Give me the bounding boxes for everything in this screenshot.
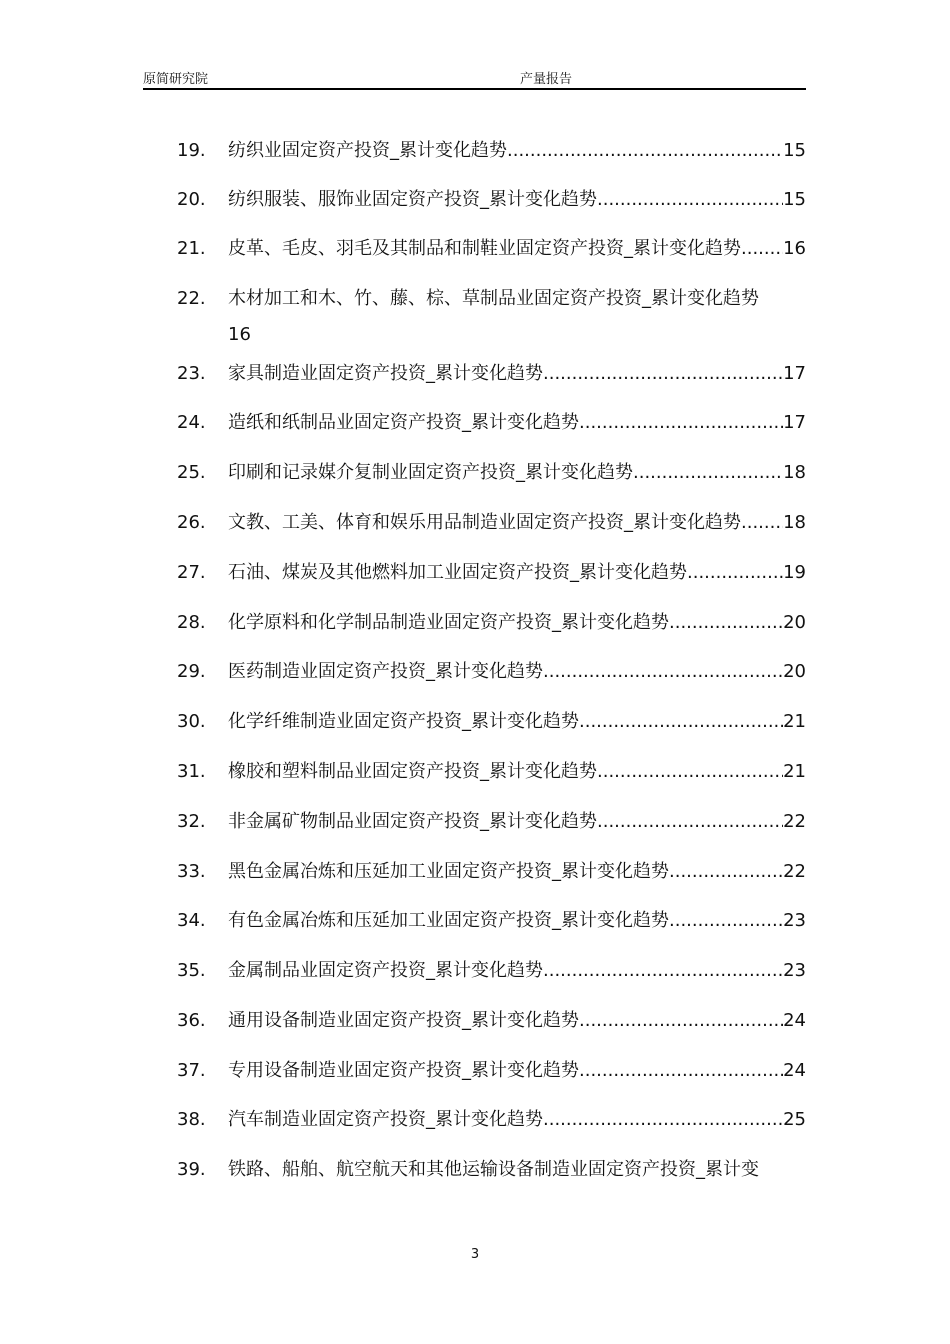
toc-dot-leader	[669, 903, 783, 939]
toc-entry-number: 33.	[177, 861, 206, 882]
toc-entry-title: 有色金属冶炼和压延加工业固定资产投资_累计变化趋势	[228, 910, 669, 931]
toc-entry-page: 24	[783, 1010, 806, 1031]
toc-entry-page: 16	[228, 324, 251, 345]
toc-entry-page: 23	[783, 910, 806, 931]
toc-entry-title: 黑色金属冶炼和压延加工业固定资产投资_累计变化趋势	[228, 861, 669, 882]
toc-entry-number: 30.	[177, 711, 206, 732]
toc-entry-number: 27.	[177, 562, 206, 583]
toc-dot-leader	[669, 854, 783, 890]
toc-entry-title: 木材加工和木、竹、藤、棕、草制品业固定资产投资_累计变化趋势	[228, 288, 759, 309]
toc-entry-number: 37.	[177, 1060, 206, 1081]
toc-entry-title: 化学纤维制造业固定资产投资_累计变化趋势	[228, 711, 579, 732]
toc-entry-number: 26.	[177, 512, 206, 533]
toc-entry-number: 28.	[177, 612, 206, 633]
toc-entry-number: 25.	[177, 462, 206, 483]
toc-entry-number: 20.	[177, 189, 206, 210]
toc-dot-leader	[633, 455, 783, 491]
toc-entry-number: 23.	[177, 363, 206, 384]
toc-dot-leader	[543, 356, 783, 392]
toc-entry-page: 22	[783, 811, 806, 832]
toc-entry-number: 34.	[177, 910, 206, 931]
header-report-title: 产量报告	[520, 72, 573, 87]
toc-entry-title: 纺织业固定资产投资_累计变化趋势	[228, 140, 507, 161]
toc-entry-title: 印刷和记录媒介复制业固定资产投资_累计变化趋势	[228, 462, 633, 483]
toc-dot-leader	[579, 1003, 783, 1039]
toc-dot-leader	[543, 953, 783, 989]
toc-entry-title: 金属制品业固定资产投资_累计变化趋势	[228, 960, 543, 981]
toc-entry-title: 纺织服装、服饰业固定资产投资_累计变化趋势	[228, 189, 597, 210]
toc-entry-page: 17	[783, 412, 806, 433]
toc-entry-page: 18	[783, 512, 806, 533]
toc-entry-title: 汽车制造业固定资产投资_累计变化趋势	[228, 1109, 543, 1130]
toc-entry-page: 15	[783, 140, 806, 161]
toc-entry-page: 20	[783, 612, 806, 633]
toc-dot-leader	[597, 182, 783, 218]
toc-entry-page: 20	[783, 661, 806, 682]
toc-entry-number: 39.	[177, 1159, 206, 1180]
toc-entry-number: 21.	[177, 238, 206, 259]
toc-dot-leader	[579, 405, 783, 441]
toc-entry-title: 专用设备制造业固定资产投资_累计变化趋势	[228, 1060, 579, 1081]
toc-entry-title: 化学原料和化学制品制造业固定资产投资_累计变化趋势	[228, 612, 669, 633]
toc-entry-page: 21	[783, 711, 806, 732]
toc-dot-leader	[669, 605, 783, 641]
toc-entry-page: 22	[783, 861, 806, 882]
toc-entry-page: 25	[783, 1109, 806, 1130]
toc-dot-leader	[741, 505, 783, 541]
toc-entry-page: 16	[783, 238, 806, 259]
toc-entry-title: 通用设备制造业固定资产投资_累计变化趋势	[228, 1010, 579, 1031]
toc-dot-leader	[741, 231, 783, 267]
toc-entry-page: 15	[783, 189, 806, 210]
toc-entry-title: 橡胶和塑料制品业固定资产投资_累计变化趋势	[228, 761, 597, 782]
toc-dot-leader	[579, 1053, 783, 1089]
toc-dot-leader	[687, 555, 783, 591]
toc-entry-number: 19.	[177, 140, 206, 161]
toc-dot-leader	[597, 804, 783, 840]
toc-entry-title: 家具制造业固定资产投资_累计变化趋势	[228, 363, 543, 384]
toc-entry-page: 21	[783, 761, 806, 782]
toc-entry-title: 医药制造业固定资产投资_累计变化趋势	[228, 661, 543, 682]
toc-entry-number: 36.	[177, 1010, 206, 1031]
toc-entry-number: 31.	[177, 761, 206, 782]
toc-dot-leader	[579, 704, 783, 740]
toc-entry-page: 24	[783, 1060, 806, 1081]
toc-entry-number: 24.	[177, 412, 206, 433]
toc-entry-title: 文教、工美、体育和娱乐用品制造业固定资产投资_累计变化趋势	[228, 512, 741, 533]
toc-entry-number: 38.	[177, 1109, 206, 1130]
toc-entry-number: 32.	[177, 811, 206, 832]
toc-entry-number: 35.	[177, 960, 206, 981]
toc-entry-page: 17	[783, 363, 806, 384]
toc-entry-title: 石油、煤炭及其他燃料加工业固定资产投资_累计变化趋势	[228, 562, 687, 583]
header-org-name: 原简研究院	[143, 72, 209, 87]
toc-dot-leader	[597, 754, 783, 790]
toc-entry-number: 29.	[177, 661, 206, 682]
toc-entry-title: 非金属矿物制品业固定资产投资_累计变化趋势	[228, 811, 597, 832]
toc-entry-page: 19	[783, 562, 806, 583]
toc-entry-number: 22.	[177, 288, 206, 309]
toc-dot-leader	[543, 654, 783, 690]
toc-entry-page: 23	[783, 960, 806, 981]
toc-dot-leader	[507, 133, 783, 169]
page-header	[143, 66, 806, 90]
page-number: 3	[470, 1247, 480, 1262]
toc-entry-title: 造纸和纸制品业固定资产投资_累计变化趋势	[228, 412, 579, 433]
toc-entry-title: 皮革、毛皮、羽毛及其制品和制鞋业固定资产投资_累计变化趋势	[228, 238, 741, 259]
toc-entry-page: 18	[783, 462, 806, 483]
toc-dot-leader	[543, 1102, 783, 1138]
toc-entry-title: 铁路、船舶、航空航天和其他运输设备制造业固定资产投资_累计变	[228, 1159, 759, 1180]
